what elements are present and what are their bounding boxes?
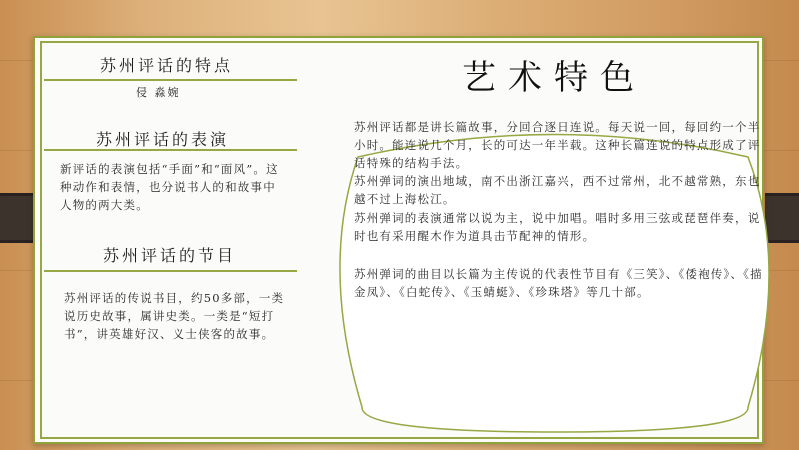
performance-heading: 苏州评话的表演 [96,130,230,149]
program-rule [44,270,297,272]
paragraph-region: 苏州弹词的演出地域，南不出浙江嘉兴，西不过常州，北不越常熟，东也越不过上海松江。 [354,174,761,206]
paragraph-performance: 苏州弹词的表演通常以说为主，说中加唱。唱时多用三弦或琵琶伴奏，说时也有采用醒木作为道具击节配神的情形。 [354,211,761,243]
features-rule [44,79,297,81]
author-name: 侵 淼婉 [136,86,181,99]
paragraph-long-stories: 苏州评话都是讲长篇故事，分回合逐日连说。每天说一回，每回约一个半小时。能连说几个月，长的可达一年半载。这种长篇连说的特点形成了评话特殊的结构手法。 [354,120,761,170]
program-text: 苏州评话的传说书目，约50多部，一类说历史故事，属讲史类。一类是“短打书”，讲英雄好汉、义士侠客的故事。 [64,291,285,341]
program-heading: 苏州评话的节目 [103,246,237,265]
performance-rule [44,149,297,151]
paragraph-repertoire: 苏州弹词的曲目以长篇为主传说的代表性节目有《三笑》、《倭袍传》、《描金凤》、《白蛇传》、《玉蜻蜓》、《珍珠塔》等几十部。 [354,267,763,299]
features-heading: 苏州评话的特点 [100,56,234,75]
page-title: 艺术特色 [462,58,646,98]
performance-text: 新评话的表演包括“手面”和“面风”。这种动作和表情，也分说书人的和故事中人物的两大类。 [60,162,279,212]
left-binder-tab [0,193,34,243]
